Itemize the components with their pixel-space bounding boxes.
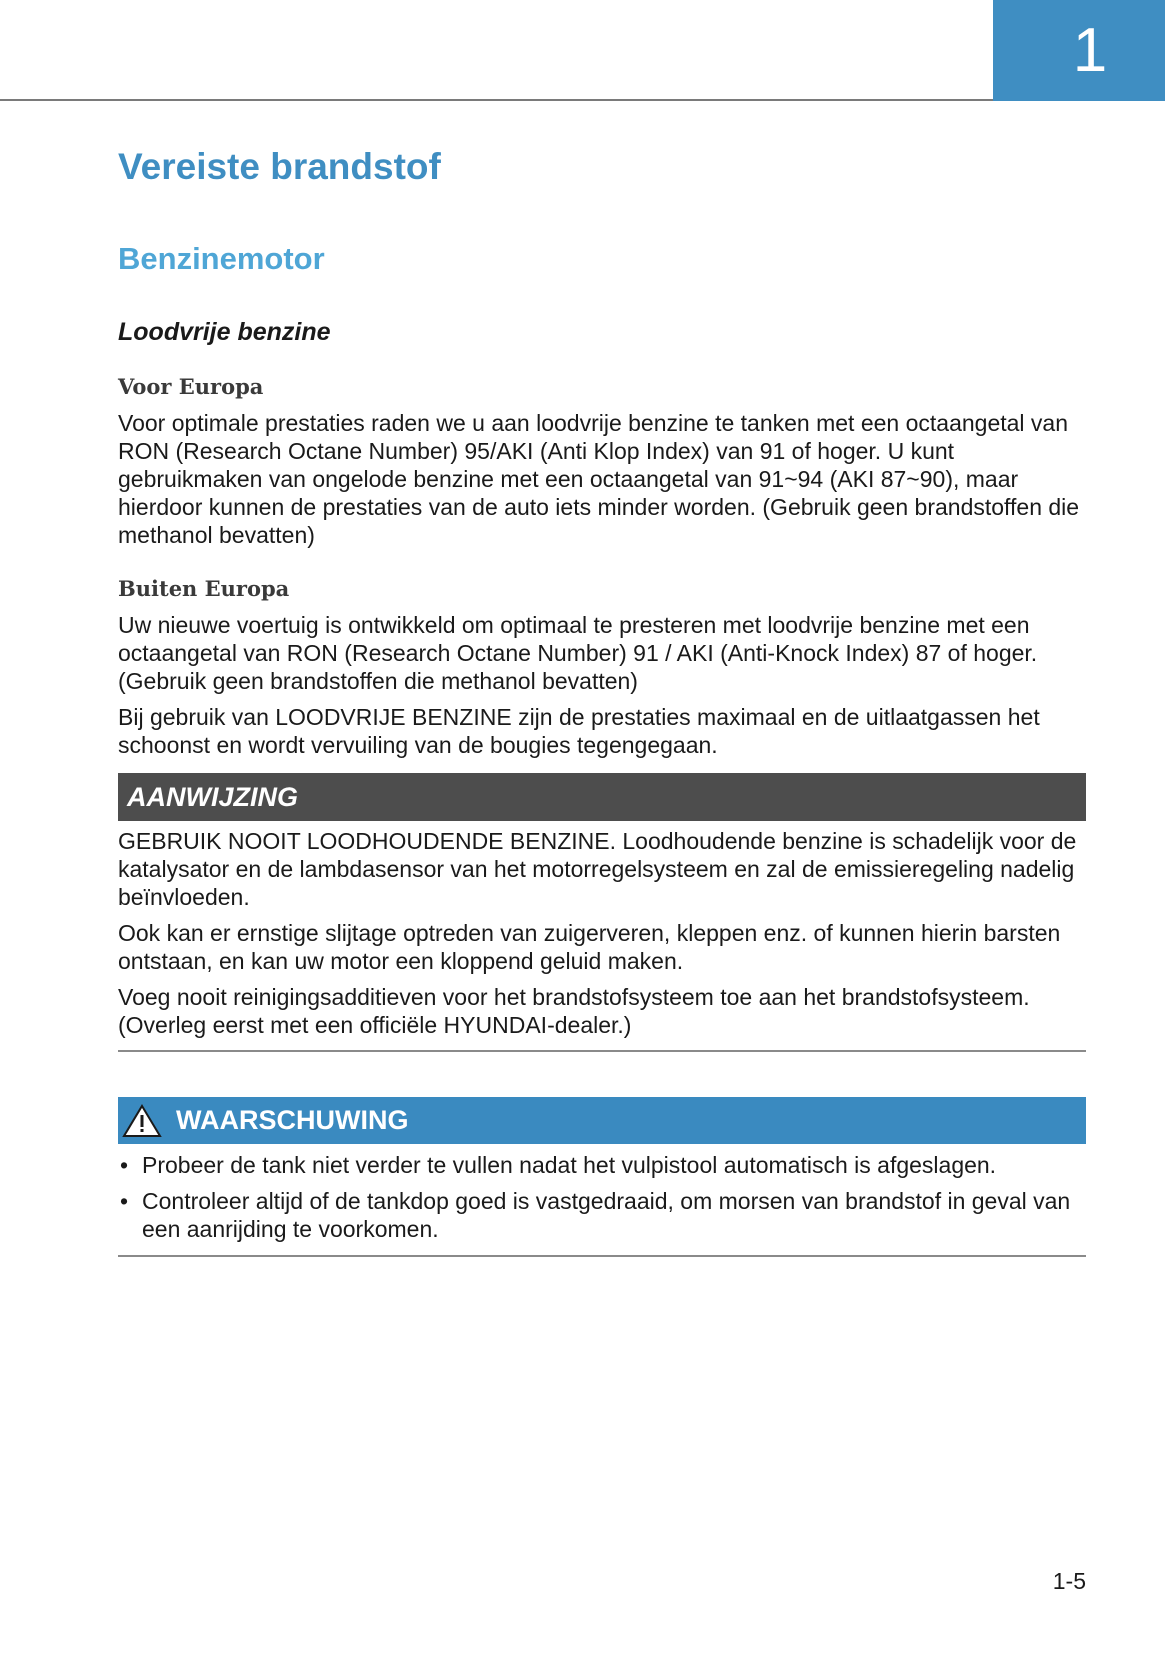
header-rule: [0, 99, 993, 101]
page-number: 1-5: [1052, 1568, 1086, 1594]
note-paragraph: Ook kan er ernstige slijtage optreden van zuigerveren, kleppen enz. of kunnen hierin barsten ontstaan, en kan uw motor een kloppend geluid maken.: [118, 920, 1061, 974]
outside-europe-section: [118, 576, 1086, 759]
warning-header: [118, 1097, 1086, 1144]
note-divider: [118, 1050, 1086, 1052]
europe-heading: Voor Europa: [118, 374, 264, 399]
europe-section: [118, 374, 1086, 549]
warning-triangle-icon: [122, 1104, 162, 1138]
outside-europe-paragraph: Uw nieuwe voertuig is ontwikkeld om optimaal te presteren met loodvrije benzine met een octaangetal van RON (Research Octane Number) 91 / AKI (Anti-Knock Index) 87 of hoger. (Gebruik geen brandstoffen die methanol bevatten): [118, 612, 1038, 694]
chapter-tab: 1: [993, 0, 1165, 101]
note-paragraph: Voeg nooit reinigingsadditieven voor het brandstofsysteem toe aan het brandstofsysteem. (Overleg eerst met een officiële HYUNDAI-dealer.): [118, 984, 1030, 1038]
note-paragraph: GEBRUIK NOOIT LOODHOUDENDE BENZINE. Loodhoudende benzine is schadelijk voor de katalysator en de lambdasensor van het motorregelsysteem en zal de emissieregeling nadelig beïnvloeden.: [118, 828, 1077, 910]
outside-europe-paragraph: Bij gebruik van LOODVRIJE BENZINE zijn de prestaties maximaal en de uitlaatgassen het schoonst en wordt vervuiling van de bougies tegengegaan.: [118, 704, 1040, 758]
list-item: • Controleer altijd of de tankdop goed is vastgedraaid, om morsen van brandstof in geval van een aanrijding te voorkomen.: [118, 1187, 1086, 1243]
warning-list: [118, 1151, 1086, 1251]
note-body: [118, 827, 1086, 1039]
warning-label: WAARSCHUWING: [176, 1105, 409, 1135]
page-title: Vereiste brandstof: [118, 146, 441, 187]
warning-divider: [118, 1255, 1086, 1257]
section-heading: Benzinemotor: [118, 241, 325, 276]
subsection-heading: Loodvrije benzine: [118, 318, 331, 346]
list-item: • Probeer de tank niet verder te vullen nadat het vulpistool automatisch is afgeslagen.: [118, 1151, 1086, 1179]
europe-text: Voor optimale prestaties raden we u aan loodvrije benzine te tanken met een octaangetal van RON (Research Octane Number) 95/AKI (Anti Klop Index) van 91 of hoger. U kunt gebruikmaken van ongelode benzine met een octaangetal van 91~94 (AKI 87~90), maar hierdoor kunnen de prestaties van de auto iets minder worden. (Gebruik geen brandstoffen die methanol bevatten): [118, 410, 1080, 548]
note-header: AANWIJZING: [118, 773, 1086, 821]
outside-europe-heading: Buiten Europa: [118, 576, 290, 601]
